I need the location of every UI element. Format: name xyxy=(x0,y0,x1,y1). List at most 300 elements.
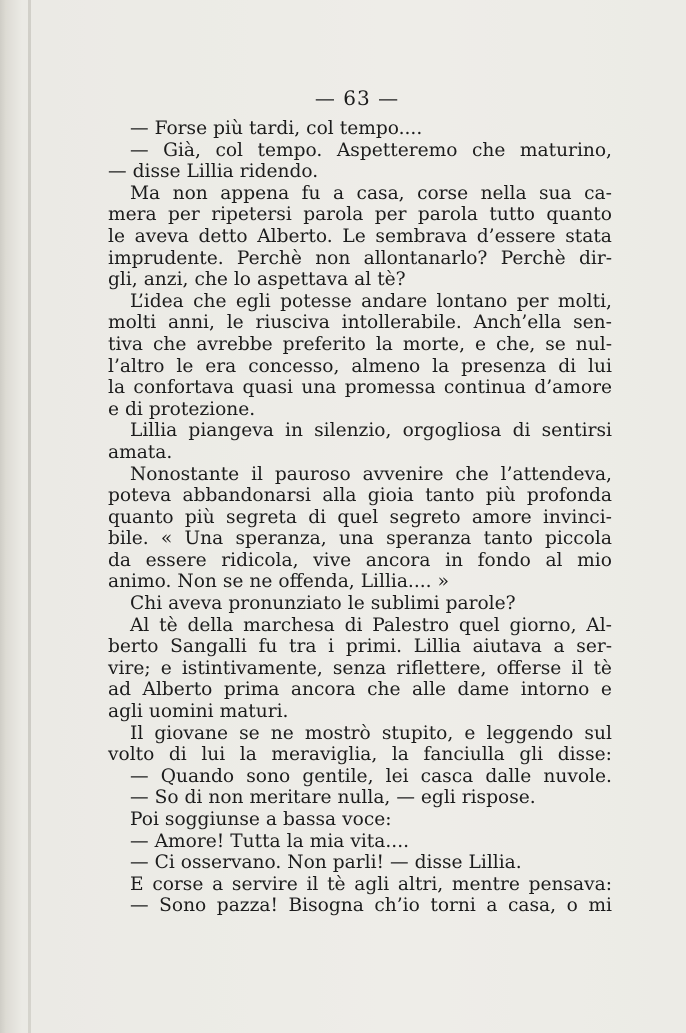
word: Anch’ella xyxy=(473,312,562,334)
text-line xyxy=(108,550,612,572)
word: tè? xyxy=(377,269,406,291)
word: mostrò xyxy=(304,722,371,744)
word: Ci xyxy=(154,852,175,874)
word: preferito xyxy=(282,333,366,355)
word: almeno xyxy=(351,355,421,377)
word: e xyxy=(160,657,172,679)
word: quel xyxy=(337,506,379,528)
text-line xyxy=(108,831,612,853)
word: appena xyxy=(220,182,290,204)
word: tempo. xyxy=(257,139,323,161)
text-line xyxy=(108,442,612,464)
word: ripetersi xyxy=(211,204,292,226)
word: di xyxy=(184,787,203,809)
word: a xyxy=(332,182,345,204)
word: di xyxy=(344,614,363,636)
word: disse xyxy=(132,161,181,183)
binding-shadow xyxy=(28,0,31,1033)
word: tardi, xyxy=(248,118,301,139)
word: sua xyxy=(539,182,572,204)
word: e xyxy=(600,679,612,701)
word: sentirsi xyxy=(541,420,612,442)
text-line xyxy=(108,744,612,766)
word: Perchè xyxy=(500,247,566,269)
word: tanto xyxy=(483,528,533,550)
word: Sangalli xyxy=(170,636,247,658)
word: altri, xyxy=(397,873,444,895)
word: aiutava xyxy=(472,636,542,658)
word: gentile, xyxy=(302,765,374,787)
text-line xyxy=(108,334,612,356)
word: l’altro xyxy=(108,355,165,377)
word: Il xyxy=(130,722,144,744)
word: » xyxy=(437,571,449,593)
word: quanto xyxy=(546,204,612,226)
word: mi xyxy=(588,895,612,917)
word: al xyxy=(354,269,372,291)
text-line xyxy=(108,204,612,226)
word: ne xyxy=(249,571,273,593)
word: Già, xyxy=(163,139,201,161)
word: meritare xyxy=(249,787,332,809)
body-text xyxy=(108,118,612,917)
word: agli xyxy=(354,873,390,895)
word: anzi, xyxy=(143,269,189,291)
word: potesse xyxy=(280,290,352,312)
text-line xyxy=(108,312,612,334)
word: — xyxy=(390,852,409,874)
word: parola xyxy=(417,204,478,226)
word: offenda, xyxy=(278,571,355,593)
word: se xyxy=(222,571,244,593)
word: di xyxy=(308,506,327,528)
word: volto xyxy=(108,744,155,766)
word: — xyxy=(130,118,149,139)
text-line xyxy=(108,658,612,680)
word: sul xyxy=(584,722,612,744)
word: ne xyxy=(270,722,294,744)
word: casa, xyxy=(508,895,557,917)
word: imprudente. xyxy=(108,247,224,269)
word: primi. xyxy=(345,636,403,658)
text-line xyxy=(108,269,612,291)
word: nul- xyxy=(575,333,612,355)
word: Non xyxy=(287,852,327,874)
word: senza xyxy=(332,657,387,679)
word: Sono xyxy=(159,895,207,917)
word: Lillia.... xyxy=(360,571,432,593)
word: avvenire xyxy=(362,463,444,485)
word: meraviglia, xyxy=(271,744,378,766)
word: se xyxy=(239,722,260,744)
word: non xyxy=(315,247,351,269)
word: offerse xyxy=(496,657,562,679)
word: voce: xyxy=(342,809,392,830)
word: speranza, xyxy=(235,528,327,550)
word: alla xyxy=(322,485,357,507)
word: L’idea xyxy=(130,290,184,312)
word: Non xyxy=(177,571,217,593)
text-line xyxy=(108,615,612,637)
word: — xyxy=(130,765,149,787)
word: al xyxy=(545,549,563,571)
word: stata xyxy=(565,225,612,247)
word: aveva xyxy=(168,593,223,615)
text-line xyxy=(108,766,612,788)
word: il xyxy=(571,657,584,679)
word: che xyxy=(367,679,401,701)
word: giorno, xyxy=(509,614,577,636)
text-line xyxy=(108,248,612,270)
word: tra xyxy=(289,636,317,658)
word: stupito, xyxy=(381,722,454,744)
word: gli, xyxy=(108,269,138,291)
word: Poi xyxy=(130,809,159,830)
word: a xyxy=(553,636,565,658)
word: ancora xyxy=(290,679,356,701)
word: continua xyxy=(443,377,526,399)
word: da xyxy=(108,549,131,571)
text-line xyxy=(108,593,612,615)
word: una xyxy=(301,377,337,399)
word: gioia xyxy=(367,485,414,507)
word: di xyxy=(168,744,187,766)
word: la xyxy=(239,744,257,766)
word: giovane xyxy=(154,722,229,744)
text-line xyxy=(108,464,612,486)
word: pauroso xyxy=(274,463,351,485)
word: mera xyxy=(108,204,157,226)
word: promessa xyxy=(344,377,436,399)
word: che xyxy=(455,463,489,485)
word: intollerabile. xyxy=(341,312,462,334)
word: disse xyxy=(414,852,463,874)
text-line xyxy=(108,356,612,378)
word: animo. xyxy=(108,571,172,593)
word: nella xyxy=(480,182,527,204)
word: agli xyxy=(108,701,143,723)
word: a xyxy=(486,895,498,917)
word: Quando xyxy=(160,765,235,787)
word: — xyxy=(130,787,149,809)
word: col xyxy=(306,118,334,139)
word: fu xyxy=(258,636,278,658)
word: parole? xyxy=(445,593,516,615)
word: più xyxy=(184,506,215,528)
word: bassa xyxy=(282,809,337,830)
word: la xyxy=(108,377,126,399)
word: Lillia xyxy=(130,420,178,442)
word: leggendo xyxy=(486,722,574,744)
word: e xyxy=(474,333,486,355)
text-line xyxy=(108,420,612,442)
word: che xyxy=(153,333,187,355)
text-line xyxy=(108,701,612,723)
word: lo xyxy=(233,269,251,291)
word: speranza xyxy=(386,528,472,550)
word: berto xyxy=(108,636,159,658)
word: casca xyxy=(420,765,474,787)
word: la xyxy=(432,355,450,377)
word: tè xyxy=(159,614,178,636)
word: avrebbe xyxy=(196,333,273,355)
text-line xyxy=(108,118,612,140)
word: corse xyxy=(417,182,469,204)
word: detto xyxy=(198,225,248,247)
word: ca- xyxy=(584,182,612,204)
text-line xyxy=(108,507,612,529)
word: col xyxy=(215,139,244,161)
word: anni, xyxy=(168,312,215,334)
word: per xyxy=(516,290,549,312)
word: Amore! xyxy=(154,830,225,852)
word: che, xyxy=(495,333,536,355)
word: che xyxy=(194,269,228,291)
word: più xyxy=(213,118,243,139)
word: « xyxy=(160,528,173,550)
text-line xyxy=(108,183,612,205)
word: silenzio, xyxy=(314,420,392,442)
word: segreto xyxy=(389,506,461,528)
word: nulla, xyxy=(337,787,391,809)
text-line xyxy=(108,140,612,162)
word: lui xyxy=(588,355,612,377)
word: Bisogna xyxy=(288,895,364,917)
word: — xyxy=(130,830,149,852)
word: torni xyxy=(430,895,476,917)
word: egli xyxy=(235,290,271,312)
word: E xyxy=(130,873,144,895)
word: dame xyxy=(457,679,510,701)
text-line xyxy=(108,723,612,745)
word: Tutta xyxy=(230,830,281,852)
word: presenza xyxy=(461,355,547,377)
word: ch’io xyxy=(374,895,420,917)
word: sen- xyxy=(573,312,612,334)
word: bile. xyxy=(108,528,149,550)
word: se xyxy=(545,333,566,355)
word: ad xyxy=(108,679,131,701)
word: tutto xyxy=(489,204,535,226)
text-line xyxy=(108,874,612,896)
word: dir- xyxy=(578,247,612,269)
text-line xyxy=(108,636,612,658)
word: osservano. xyxy=(180,852,282,874)
word: i xyxy=(328,636,335,658)
word: la xyxy=(286,830,304,852)
text-line xyxy=(108,226,612,248)
word: ridicola, xyxy=(221,549,299,571)
word: fanciulla xyxy=(423,744,505,766)
word: Al xyxy=(130,614,150,636)
word: la xyxy=(375,333,393,355)
word: confortava xyxy=(133,377,235,399)
word: di xyxy=(512,420,531,442)
word: protezione. xyxy=(148,398,256,420)
word: Chi xyxy=(130,593,163,615)
word: le xyxy=(226,312,244,334)
word: maturino, xyxy=(519,139,612,161)
word: quanto xyxy=(108,506,174,528)
word: lontano xyxy=(436,290,508,312)
word: quel xyxy=(458,614,500,636)
word: gli xyxy=(519,744,544,766)
word: pazza! xyxy=(216,895,278,917)
word: piccola xyxy=(545,528,612,550)
word: in xyxy=(285,420,303,442)
word: le xyxy=(176,355,194,377)
word: abbandonarsi xyxy=(182,485,312,507)
word: vire; xyxy=(108,657,151,679)
word: sono xyxy=(246,765,291,787)
word: andare xyxy=(361,290,428,312)
word: l’attendeva, xyxy=(500,463,612,485)
word: più xyxy=(485,485,516,507)
word: — xyxy=(130,852,149,874)
word: pronunziato xyxy=(228,593,342,615)
word: mio xyxy=(577,549,612,571)
word: Le xyxy=(342,225,366,247)
word: tanto xyxy=(425,485,475,507)
word: parli! xyxy=(332,852,384,874)
text-line xyxy=(108,852,612,874)
word: Palestro xyxy=(372,614,450,636)
word: servire xyxy=(231,873,298,895)
word: essere xyxy=(145,549,207,571)
word: a xyxy=(265,809,277,830)
text-line xyxy=(108,161,612,183)
word: Alberto. xyxy=(257,225,333,247)
word: Al- xyxy=(586,614,612,636)
word: Nonostante xyxy=(130,463,240,485)
word: egli xyxy=(420,787,456,809)
word: vive xyxy=(313,549,352,571)
word: istintivamente, xyxy=(181,657,323,679)
word: piangeva xyxy=(188,420,274,442)
word: il xyxy=(251,463,263,485)
word: orgogliosa xyxy=(402,420,502,442)
word: ancora xyxy=(365,549,431,571)
word: vita.... xyxy=(350,830,410,852)
word: mia xyxy=(309,830,345,852)
text-line xyxy=(108,399,612,421)
word: soggiunse xyxy=(164,809,260,830)
word: a xyxy=(212,873,224,895)
word: o xyxy=(566,895,578,917)
word: tempo.... xyxy=(339,118,423,139)
word: sublimi xyxy=(370,593,440,615)
word: tiva xyxy=(108,333,144,355)
word: amata. xyxy=(108,441,173,463)
word: — xyxy=(396,787,415,809)
word: la xyxy=(391,744,409,766)
word: in xyxy=(445,549,463,571)
text-line xyxy=(108,377,612,399)
word: Aspetteremo xyxy=(336,139,458,161)
word: So xyxy=(154,787,179,809)
word: aspettava xyxy=(257,269,349,291)
word: lui xyxy=(201,744,226,766)
word: aveva xyxy=(134,225,189,247)
word: d’amore xyxy=(534,377,612,399)
word: amore xyxy=(471,506,532,528)
word: per xyxy=(168,204,200,226)
word: era xyxy=(205,355,237,377)
word: uomini xyxy=(148,701,214,723)
word: Perchè xyxy=(236,247,302,269)
word: Lillia xyxy=(186,161,234,183)
word: quasi xyxy=(242,377,293,399)
text-line xyxy=(108,485,612,507)
word: il xyxy=(306,873,319,895)
word: molti xyxy=(108,312,157,334)
word: della xyxy=(187,614,234,636)
word: profonda xyxy=(526,485,612,507)
word: poteva xyxy=(108,485,172,507)
word: riflettere, xyxy=(396,657,487,679)
text-line xyxy=(108,571,612,593)
word: le xyxy=(108,225,125,247)
word: corse xyxy=(152,873,204,895)
word: pensava: xyxy=(528,873,612,895)
word: rispose. xyxy=(461,787,536,809)
text-line xyxy=(108,809,612,831)
word: le xyxy=(347,593,365,615)
word: — xyxy=(130,895,149,917)
word: non xyxy=(208,787,244,809)
word: maturi. xyxy=(219,701,289,723)
word: segreta xyxy=(226,506,297,528)
word: Una xyxy=(184,528,224,550)
word: lei xyxy=(385,765,409,787)
word: marchesa xyxy=(243,614,335,636)
word: parola xyxy=(303,204,364,226)
word: d’essere xyxy=(476,225,556,247)
word: disse: xyxy=(557,744,612,766)
word: di xyxy=(558,355,577,377)
word: fondo xyxy=(477,549,531,571)
word: fu xyxy=(301,182,321,204)
word: una xyxy=(338,528,374,550)
word: prima xyxy=(223,679,280,701)
word: tè xyxy=(593,657,612,679)
word: alle xyxy=(412,679,447,701)
word: — xyxy=(130,139,149,161)
word: — xyxy=(108,161,127,183)
word: casa, xyxy=(356,182,405,204)
word: ridendo. xyxy=(239,161,319,183)
word: e xyxy=(464,722,476,744)
word: che xyxy=(193,290,227,312)
word: intorno xyxy=(520,679,590,701)
word: Ma xyxy=(130,182,161,204)
word: nuvole. xyxy=(543,765,612,787)
text-line xyxy=(108,787,612,809)
word: che xyxy=(471,139,506,161)
word: sembrava xyxy=(375,225,468,247)
word: di xyxy=(125,398,143,420)
text-line xyxy=(108,528,612,550)
text-line xyxy=(108,291,612,313)
word: Lillia xyxy=(413,636,461,658)
text-line xyxy=(108,895,612,917)
word: invinci- xyxy=(542,506,612,528)
word: dalle xyxy=(485,765,532,787)
word: non xyxy=(172,182,208,204)
word: morte, xyxy=(402,333,465,355)
word: Forse xyxy=(154,118,208,139)
word: riusciva xyxy=(255,312,330,334)
